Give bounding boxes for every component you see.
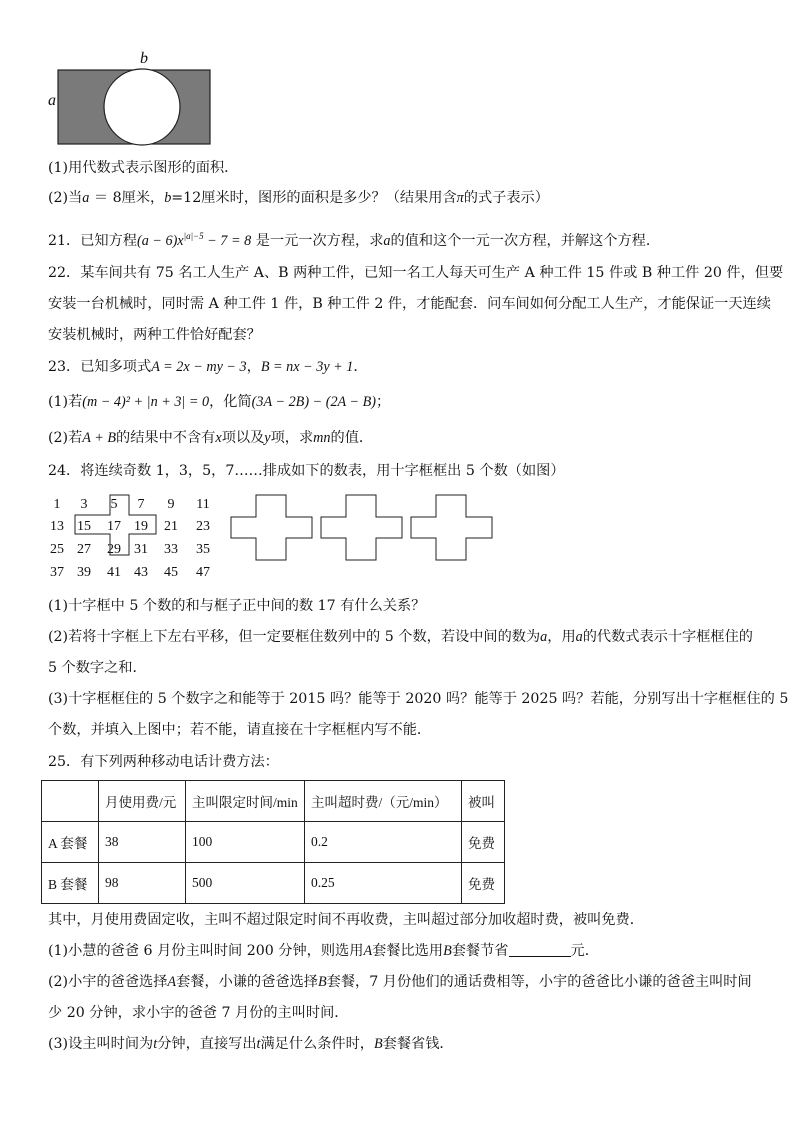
grid-number-cell: 19 [134,519,148,534]
table-cell: 0.2 [305,822,462,863]
table-cell: 免费 [462,863,505,904]
empty-cross-1 [231,495,312,560]
table-cell: B 套餐 [42,863,99,904]
grid-number-cell: 5 [110,497,118,512]
grid-number-cell: 25 [50,542,64,557]
grid-number-cell: 13 [50,519,64,534]
question-25-part2-line1: (2)小宇的爸爸选择A套餐，小谦的爸爸选择B套餐，7 月份他们的通话费相等，小宇的爸爸比小谦的爸爸主叫时间 [48,974,752,990]
question-25-stem: 25．有下列两种移动电话计费方法： [48,754,279,770]
grid-number-cell: 41 [107,565,121,580]
question-23-part2: (2)若A + B的结果中不含有x项以及y项，求mn的值． [48,430,374,446]
grid-number-cell: 37 [50,565,64,580]
q20-part2: (2)当a ＝ 8厘米，b=12厘米时，图形的面积是多少？（结果用含π的式子表示） [48,190,549,206]
question-24-part3-line2: 个数，并填入上图中；若不能，请直接在十字框框内写不能． [48,722,432,738]
table-cell: 免费 [462,822,505,863]
empty-cross-2 [321,495,402,560]
question-23-part1: (1)若(m − 4)² + |n + 3| = 0，化简(3A − 2B) − (2A − B)； [48,394,391,410]
grid-number-cell: 39 [77,565,91,580]
question-24-part2-line1: (2)若将十字框上下左右平移，但一定要框住数列中的 5 个数，若设中间的数为a，用a的代数式表示十字框框住的 [48,629,753,645]
label-b: b [140,50,148,67]
table-header-cell: 月使用费/元 [99,781,186,822]
table-row [42,822,505,863]
question-22-line2: 安装一台机械时，同时需 A 种工件 1 件，B 种工件 2 件，才能配套．问车间如何分配工人生产，才能保证一天连续 [48,296,771,312]
grid-cross-frame [48,493,218,583]
white-circle [104,69,180,145]
grid-number-cell: 29 [107,542,121,557]
grid-number-cell: 33 [164,542,178,557]
table-cell: 100 [186,822,305,863]
grid-number-cell: 47 [196,565,210,580]
table-header-cell: 主叫超时费/（元/min） [305,781,462,822]
grid-number-cell: 35 [196,542,210,557]
question-25-part3: (3)设主叫时间为t分钟，直接写出t满足什么条件时，B套餐省钱． [48,1036,454,1052]
table-header-cell: 被叫 [462,781,505,822]
table-cell: 38 [99,822,186,863]
grid-number-cell: 43 [134,565,148,580]
question-24-part3-line1: (3)十字框框住的 5 个数字之和能等于 2015 吗？能等于 2020 吗？能等于 2025 吗？若能，分别写出十字框框住的 5 [48,691,789,707]
question-22-line1: 22．某车间共有 75 名工人生产 A、B 两种工件，已知一名工人每天可生产 A 种工件 15 件或 B 种工件 20 件，但要 [48,265,784,281]
table-header-cell: 主叫限定时间/min [186,781,305,822]
area-figure [48,52,218,151]
empty-cross-3 [411,495,492,560]
table-cell: 0.25 [305,863,462,904]
q20-part1: (1)用代数式表示图形的面积． [48,160,239,176]
table-cell: A 套餐 [42,822,99,863]
table-cell: 500 [186,863,305,904]
grid-number-cell: 31 [134,542,148,557]
grid-number-cell: 9 [167,497,175,512]
grid-number-cell: 17 [107,519,121,534]
question-24-part2-line2: 5 个数字之和． [48,660,147,676]
label-a: a [48,92,56,109]
question-22-line3: 安装机械时，两种工件恰好配套？ [48,327,261,343]
question-25-note: 其中，月使用费固定收，主叫不超过限定时间不再收费，主叫超过部分加收超时费，被叫免费． [48,912,644,928]
grid-number-cell: 23 [196,519,210,534]
table-header-cell [42,781,99,822]
rectangle-circle-diagram [48,52,218,147]
grid-number-cell: 27 [77,542,91,557]
question-23-stem: 23．已知多项式A = 2x − my − 3，B = nx − 3y + 1． [48,359,368,375]
question-21: 21．已知方程$(a - 6)x^{|a|-5} - 7 = 8$ 是一元一次方程，求a的值和这个一元一次方程，并解这个方程． [48,231,661,249]
grid-number-cell: 1 [53,497,61,512]
empty-cross-shapes [228,493,503,563]
question-24-part1: (1)十字框中 5 个数的和与框子正中间的数 17 有什么关系？ [48,598,426,614]
table-cell: 98 [99,863,186,904]
answer-blank[interactable] [509,942,571,957]
question-25-part2-line2: 少 20 分钟，求小宇的爸爸 7 月份的主叫时间． [48,1005,349,1021]
grid-number-cell: 3 [80,497,88,512]
grid-number-cell: 45 [164,565,178,580]
table-header-row [42,781,505,822]
question-25-part1: (1)小慧的爸爸 6 月份主叫时间 200 分钟，则选用A套餐比选用B套餐节省 元． [48,943,599,959]
table-row [42,863,505,904]
grid-number-cell: 15 [77,519,91,534]
question-24-stem: 24．将连续奇数 1，3，5，7……排成如下的数表，用十字框框出 5 个数（如图） [48,463,565,479]
grid-number-cell: 11 [196,497,210,512]
grid-number-cell: 7 [137,497,145,512]
billing-plan-table [41,780,505,904]
grid-number-cell: 21 [164,519,178,534]
